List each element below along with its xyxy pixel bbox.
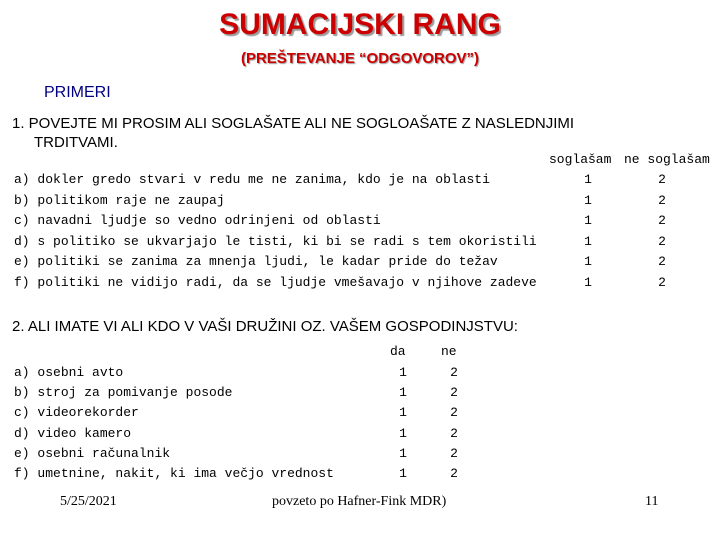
- answer-code-yes: 1: [399, 365, 407, 380]
- list-item: [14, 365, 123, 380]
- answer-code-yes: 1: [399, 425, 407, 441]
- list-item: [14, 234, 537, 249]
- answer-code-no: 2: [450, 365, 458, 380]
- item-letter: d): [14, 425, 30, 441]
- answer-code-no: 2: [658, 274, 666, 290]
- list-item: [14, 446, 170, 461]
- item-text: videorekorder: [37, 405, 139, 421]
- answer-code-yes: 1: [399, 385, 407, 401]
- item-text: video kamero: [37, 425, 132, 441]
- answer-code-no: 2: [658, 213, 666, 228]
- footer-page-number: 11: [645, 494, 659, 509]
- item-letter: d): [14, 233, 30, 249]
- answer-code-yes: 1: [584, 172, 592, 187]
- item-letter: c): [14, 405, 30, 421]
- section-label: PRIMERI: [44, 84, 111, 101]
- item-text: politikom raje ne zaupaj: [37, 192, 225, 208]
- item-letter: a): [14, 365, 30, 380]
- q1-header-disagree: ne soglašam: [624, 152, 710, 167]
- item-text: dokler gredo stvari v redu me ne zanima, kdo je na oblasti: [37, 172, 490, 187]
- slide-subtitle: (PREŠTEVANJE “ODGOVOROV”): [240, 50, 480, 67]
- q1-header-agree: soglašam: [549, 152, 612, 167]
- footer-date: 5/25/2021: [60, 494, 117, 509]
- question-1: [12, 114, 574, 152]
- footer-source: povzeto po Hafner-Fink MDR): [272, 494, 447, 509]
- list-item: [14, 405, 139, 420]
- list-item: [14, 193, 225, 208]
- list-item: [14, 426, 131, 441]
- answer-code-yes: 1: [584, 254, 592, 269]
- question-2: 2. ALI IMATE VI ALI KDO V VAŠI DRUŽINI OZ. VAŠEM GOSPODINJSTVU:: [12, 318, 518, 335]
- answer-code-no: 2: [450, 405, 458, 421]
- answer-code-no: 2: [658, 233, 666, 249]
- answer-code-no: 2: [658, 254, 666, 269]
- answer-code-yes: 1: [584, 274, 592, 290]
- list-item: [14, 213, 381, 228]
- item-text: umetnine, nakit, ki ima večjo vrednost: [37, 466, 334, 481]
- list-item: [14, 385, 232, 400]
- slide-title: SUMACIJSKI RANG: [219, 8, 501, 41]
- item-text: navadni ljudje so vedno odrinjeni od oblasti: [37, 213, 381, 228]
- item-text: politiki se zanima za mnenja ljudi, le kadar pride do težav: [37, 254, 498, 269]
- question-1-line2: TRDITVAMI.: [34, 134, 118, 151]
- list-item: [14, 254, 498, 269]
- item-text: stroj za pomivanje posode: [37, 385, 233, 401]
- list-item: [14, 275, 537, 290]
- list-item: [14, 172, 490, 187]
- item-letter: b): [14, 385, 30, 401]
- item-letter: a): [14, 172, 30, 187]
- answer-code-no: 2: [450, 385, 458, 401]
- item-letter: e): [14, 445, 30, 461]
- item-text: politiki ne vidijo radi, da se ljudje vmešavajo v njihove zadeve: [37, 274, 537, 290]
- answer-code-yes: 1: [584, 192, 592, 208]
- answer-code-no: 2: [450, 425, 458, 441]
- item-letter: c): [14, 213, 30, 228]
- question-1-line1: 1. POVEJTE MI PROSIM ALI SOGLAŠATE ALI NE SOGLOAŠATE Z NASLEDNJIMI: [12, 115, 575, 132]
- answer-code-yes: 1: [584, 233, 592, 249]
- item-letter: f): [14, 466, 30, 481]
- item-letter: e): [14, 254, 30, 269]
- list-item: [14, 466, 334, 481]
- answer-code-no: 2: [450, 466, 458, 481]
- answer-code-no: 2: [450, 445, 458, 461]
- answer-code-yes: 1: [399, 405, 407, 421]
- item-letter: b): [14, 192, 30, 208]
- q2-header-no: ne: [441, 344, 457, 359]
- answer-code-no: 2: [658, 172, 666, 187]
- answer-code-yes: 1: [584, 213, 592, 228]
- answer-code-yes: 1: [399, 445, 407, 461]
- item-text: osebni računalnik: [37, 445, 171, 461]
- item-text: s politiko se ukvarjajo le tisti, ki bi se radi s tem okoristili: [37, 233, 537, 249]
- answer-code-no: 2: [658, 192, 666, 208]
- answer-code-yes: 1: [399, 466, 407, 481]
- q2-header-yes: da: [390, 344, 406, 359]
- item-letter: f): [14, 274, 30, 290]
- item-text: osebni avto: [37, 365, 124, 380]
